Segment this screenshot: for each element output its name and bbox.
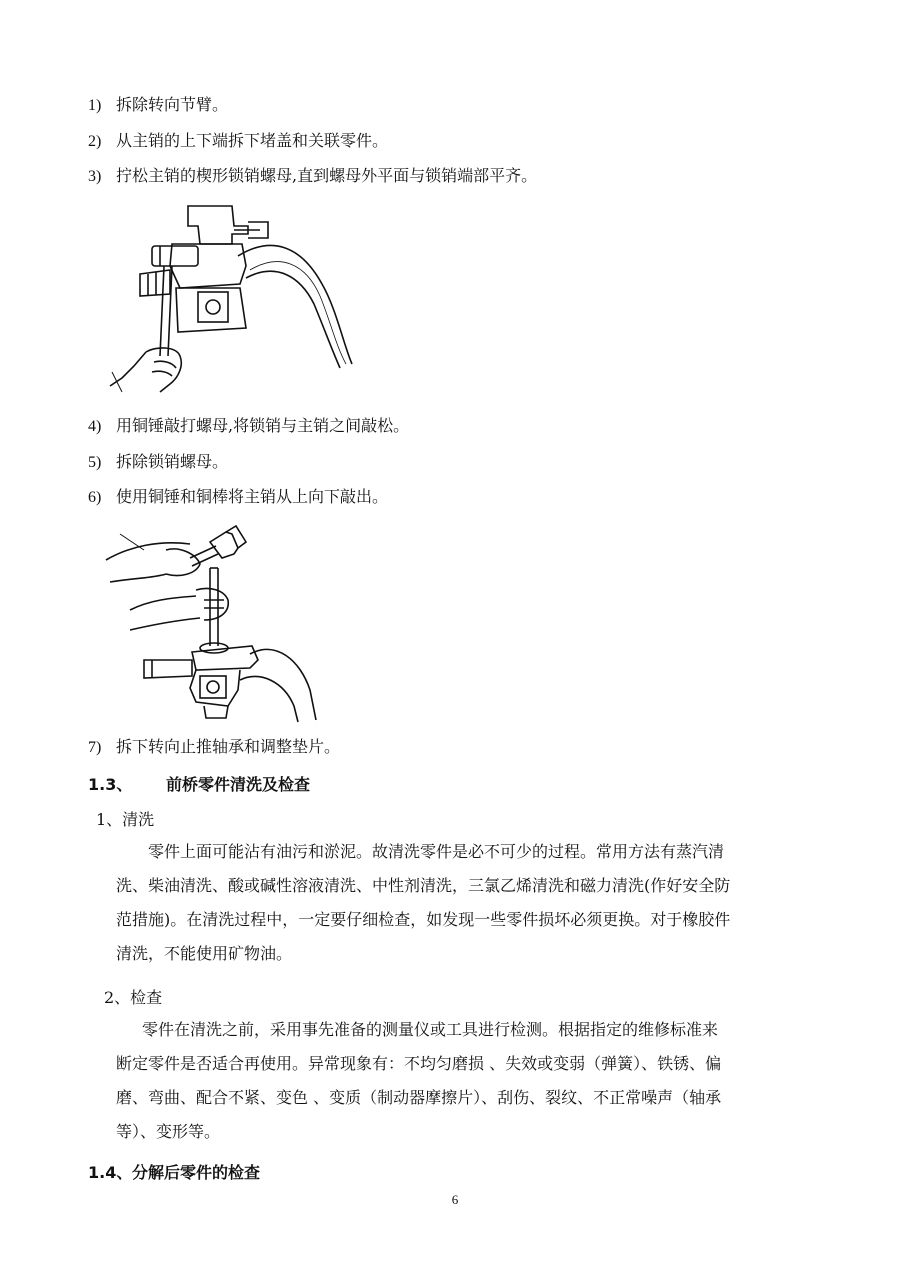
step-3 (88, 166, 537, 187)
step-1 (88, 95, 228, 116)
step-number: 6) (88, 489, 102, 506)
paragraph-line: 零件上面可能沾有油污和淤泥。故清洗零件是必不可少的过程。常用方法有蒸汽清 (148, 842, 725, 861)
figure-drift-punch (100, 520, 320, 725)
paragraph-line: 零件在清洗之前，采用事先准备的测量仪或工具进行检测。根据指定的维修标准来 (142, 1020, 719, 1039)
step-text: 用铜锤敲打螺母,将锁销与主销之间敲松。 (116, 416, 410, 435)
section-number: 1.3、 (88, 775, 133, 794)
cleaning-paragraph (116, 835, 809, 971)
step-text: 拆除锁销螺母。 (116, 452, 229, 471)
step-number: 4) (88, 418, 102, 435)
step-text: 使用铜锤和铜棒将主销从上向下敲出。 (116, 487, 389, 506)
page-number: 6 (451, 1192, 459, 1207)
step-5 (88, 452, 228, 473)
paragraph-line: 等）、变形等。 (116, 1122, 221, 1141)
paragraph-line: 磨、弯曲、配合不紧、变色 、变质（制动器摩擦片）、刮伤、裂纹、不正常噪声（轴承 (116, 1088, 722, 1107)
step-7 (88, 737, 340, 758)
step-number: 2) (88, 133, 102, 150)
section-title: 前桥零件清洗及检查 (166, 775, 311, 794)
step-number: 7) (88, 739, 102, 756)
section-number: 1.4、 (88, 1163, 133, 1182)
step-2 (88, 131, 388, 152)
step-text: 拆除转向节臂。 (116, 95, 229, 114)
paragraph-line: 范措施)。在清洗过程中，一定要仔细检查，如发现一些零件损坏必须更换。对于橡胶件 (116, 910, 731, 929)
step-number: 3) (88, 168, 102, 185)
subsection-cleaning-label: 1、清洗 (96, 810, 155, 829)
figure-hammer-knuckle (100, 196, 360, 396)
section-title: 分解后零件的检查 (132, 1163, 261, 1182)
subsection-inspection-label: 2、检查 (104, 988, 163, 1007)
step-number: 5) (88, 454, 102, 471)
paragraph-line: 断定零件是否适合再使用。异常现象有：不均匀磨损 、失效或变弱（弹簧）、铁锈、偏 (116, 1054, 722, 1073)
step-text: 拧松主销的楔形锁销螺母,直到螺母外平面与锁销端部平齐。 (116, 166, 538, 185)
inspection-paragraph (116, 1013, 809, 1149)
paragraph-line: 清洗，不能使用矿物油。 (116, 944, 293, 963)
step-text: 从主销的上下端拆下堵盖和关联零件。 (116, 131, 389, 150)
step-6 (88, 487, 388, 508)
step-4 (88, 416, 409, 437)
step-text: 拆下转向止推轴承和调整垫片。 (116, 737, 341, 756)
section-heading-1-3 (88, 772, 310, 795)
section-heading-1-4 (88, 1160, 260, 1183)
step-number: 1) (88, 97, 102, 114)
paragraph-line: 洗、柴油清洗、酸或碱性溶液清洗、中性剂清洗，三氯乙烯清洗和磁力清洗(作好安全防 (116, 876, 731, 895)
